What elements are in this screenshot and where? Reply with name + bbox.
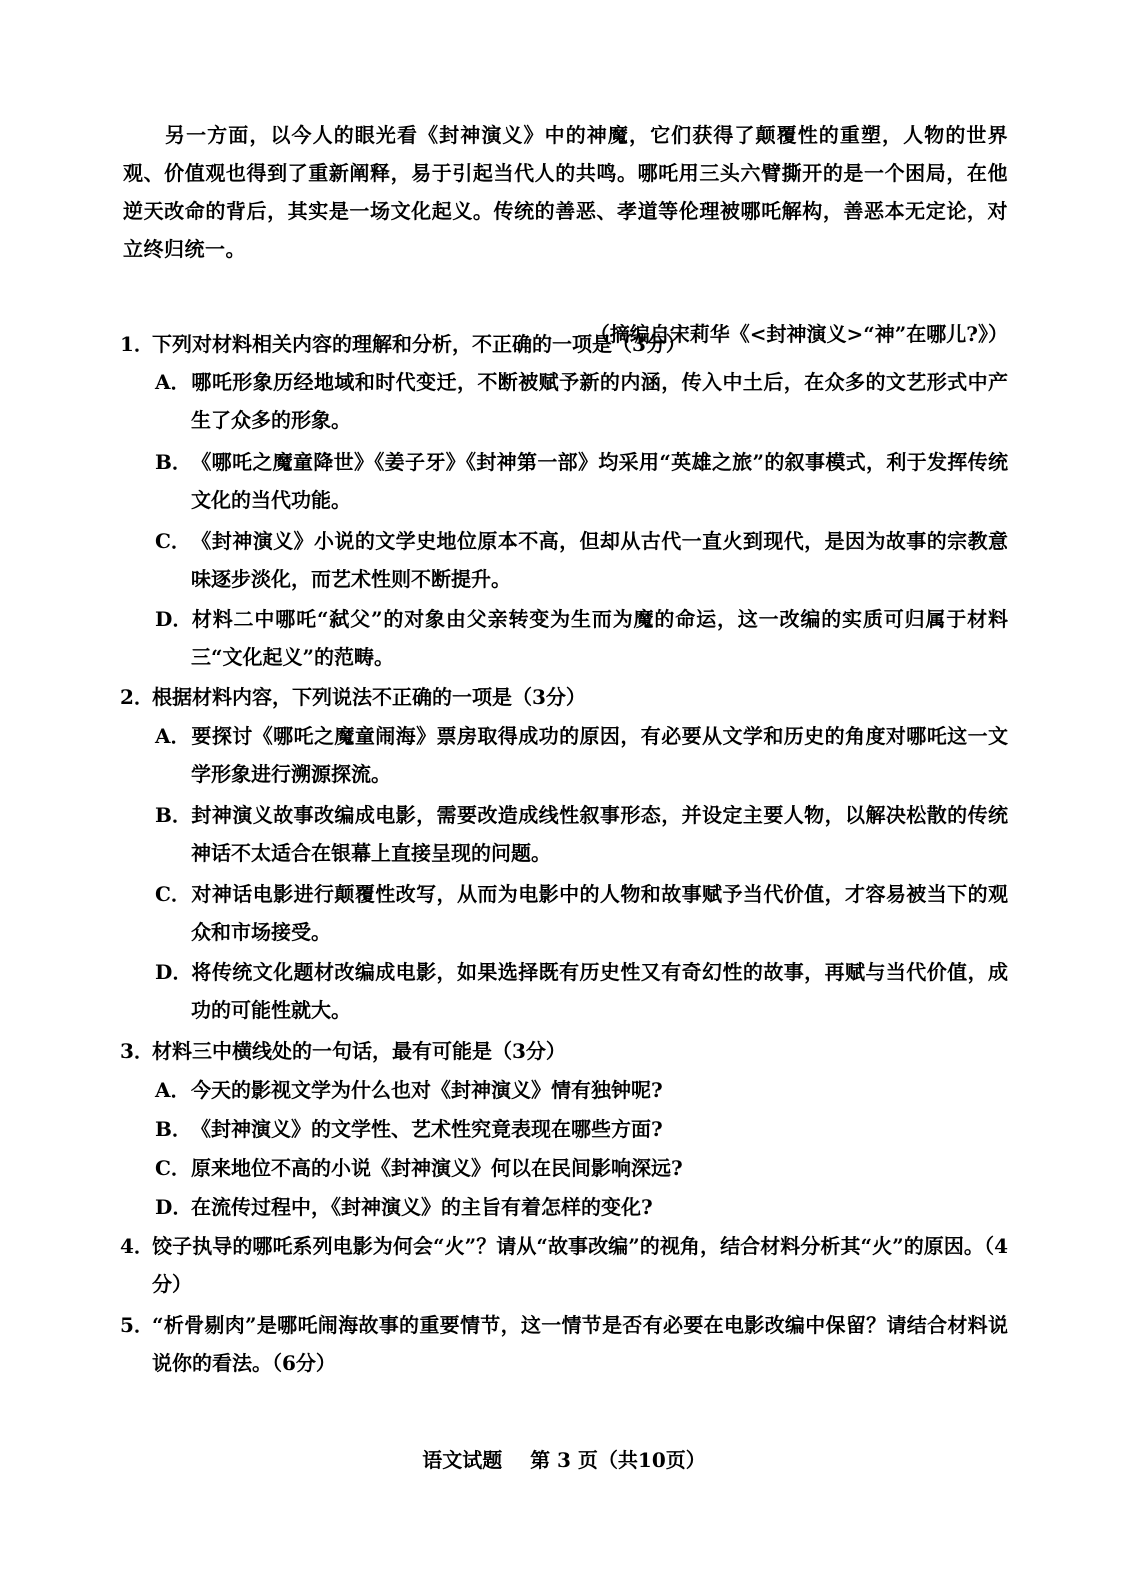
question-3-number: 3． xyxy=(120,1039,154,1063)
option-text: 今天的影视文学为什么也对《封神演义》情有独钟呢? xyxy=(191,1078,663,1102)
option-text: 《封神演义》小说的文学史地位原本不高，但却从古代一直火到现代，是因为故事的宗教意味逐步淡化，而艺术性则不断提升。 xyxy=(191,529,1008,591)
option-text: 对神话电影进行颠覆性改写，从而为电影中的人物和故事赋予当代价值，才容易被当下的观众和市场接受。 xyxy=(191,882,1008,944)
passage-source: （摘编自宋莉华《<封神演义>“神”在哪儿?》） xyxy=(589,322,1008,346)
question-5-stem xyxy=(120,1306,1008,1382)
question-5-text: “析骨剔肉”是哪吒闹海故事的重要情节，这一情节是否有必要在电影改编中保留？请结合材料说说你的看法。（6分） xyxy=(152,1313,1008,1375)
option-letter: D． xyxy=(155,960,193,984)
option-text: 《封神演义》的文学性、艺术性究竟表现在哪些方面? xyxy=(191,1117,663,1141)
question-1-option-a xyxy=(155,363,1008,439)
option-letter: B． xyxy=(155,450,192,474)
question-3-option-b xyxy=(155,1110,1008,1148)
question-4-number: 4． xyxy=(120,1234,154,1258)
question-2-text: 根据材料内容，下列说法不正确的一项是（3分） xyxy=(152,685,586,709)
option-text: 封神演义故事改编成电影，需要改造成线性叙事形态，并设定主要人物，以解决松散的传统神话不太适合在银幕上直接呈现的问题。 xyxy=(191,803,1008,865)
question-5-number: 5． xyxy=(120,1313,154,1337)
option-letter: A． xyxy=(155,370,191,394)
option-letter: C． xyxy=(155,1156,191,1180)
option-letter: B． xyxy=(155,1117,192,1141)
option-letter: C． xyxy=(155,529,191,553)
option-text: 在流传过程中，《封神演义》的主旨有着怎样的变化? xyxy=(191,1195,653,1219)
option-text: 哪吒形象历经地域和时代变迁，不断被赋予新的内涵，传入中土后，在众多的文艺形式中产生了众多的形象。 xyxy=(191,370,1008,432)
option-text: 将传统文化题材改编成电影，如果选择既有历史性又有奇幻性的故事，再赋与当代价值，成功的可能性就大。 xyxy=(191,960,1008,1022)
option-text: 原来地位不高的小说《封神演义》何以在民间影响深远? xyxy=(191,1156,683,1180)
option-letter: B． xyxy=(155,803,192,827)
question-2-option-b xyxy=(155,796,1008,872)
question-3-option-d xyxy=(155,1188,1008,1226)
question-1-text: 下列对材料相关内容的理解和分析，不正确的一项是（3分） xyxy=(152,332,686,356)
question-2-option-d xyxy=(155,953,1008,1029)
option-letter: A． xyxy=(155,1078,191,1102)
option-letter: C． xyxy=(155,882,191,906)
question-2-number: 2． xyxy=(120,685,154,709)
option-letter: A． xyxy=(155,724,191,748)
page-footer xyxy=(0,1446,1128,1474)
question-3-stem xyxy=(120,1032,1008,1070)
question-1-stem xyxy=(120,325,1008,363)
question-3-option-a xyxy=(155,1071,1008,1109)
question-1-number: 1． xyxy=(120,332,154,356)
question-4-text: 饺子执导的哪吒系列电影为何会“火”？请从“故事改编”的视角，结合材料分析其“火”的原因。（4分） xyxy=(152,1234,1008,1296)
option-letter: D． xyxy=(155,607,193,631)
option-letter: D． xyxy=(155,1195,193,1219)
option-text: 材料二中哪吒“弑父”的对象由父亲转变为生而为魔的命运，这一改编的实质可归属于材料三“文化起义”的范畴。 xyxy=(191,607,1008,669)
question-2-stem xyxy=(120,678,1008,716)
passage-paragraph: 另一方面，以今人的眼光看《封神演义》中的神魔，它们获得了颠覆性的重塑，人物的世界观、价值观也得到了重新阐释，易于引起当代人的共鸣。哪吒用三头六臂撕开的是一个困局，在他逆天改命的背后，其实是一场文化起义。传统的善恶、孝道等伦理被哪吒解构，善恶本无定论，对立终归统一。 xyxy=(123,123,1008,261)
question-1-option-d xyxy=(155,600,1008,676)
question-2-option-c xyxy=(155,875,1008,951)
question-2-option-a xyxy=(155,717,1008,793)
question-3-option-c xyxy=(155,1149,1008,1187)
footer-subject: 语文试题 xyxy=(422,1448,503,1472)
option-text: 《哪吒之魔童降世》《姜子牙》《封神第一部》均采用“英雄之旅”的叙事模式，利于发挥传统文化的当代功能。 xyxy=(191,450,1008,512)
question-4-stem xyxy=(120,1227,1008,1303)
option-text: 要探讨《哪吒之魔童闹海》票房取得成功的原因，有必要从文学和历史的角度对哪吒这一文学形象进行溯源探流。 xyxy=(191,724,1008,786)
question-3-text: 材料三中横线处的一句话，最有可能是（3分） xyxy=(152,1039,566,1063)
question-1-option-c xyxy=(155,522,1008,598)
footer-page-number: 第 3 页（共10页） xyxy=(530,1448,706,1472)
question-1-option-b xyxy=(155,443,1008,519)
